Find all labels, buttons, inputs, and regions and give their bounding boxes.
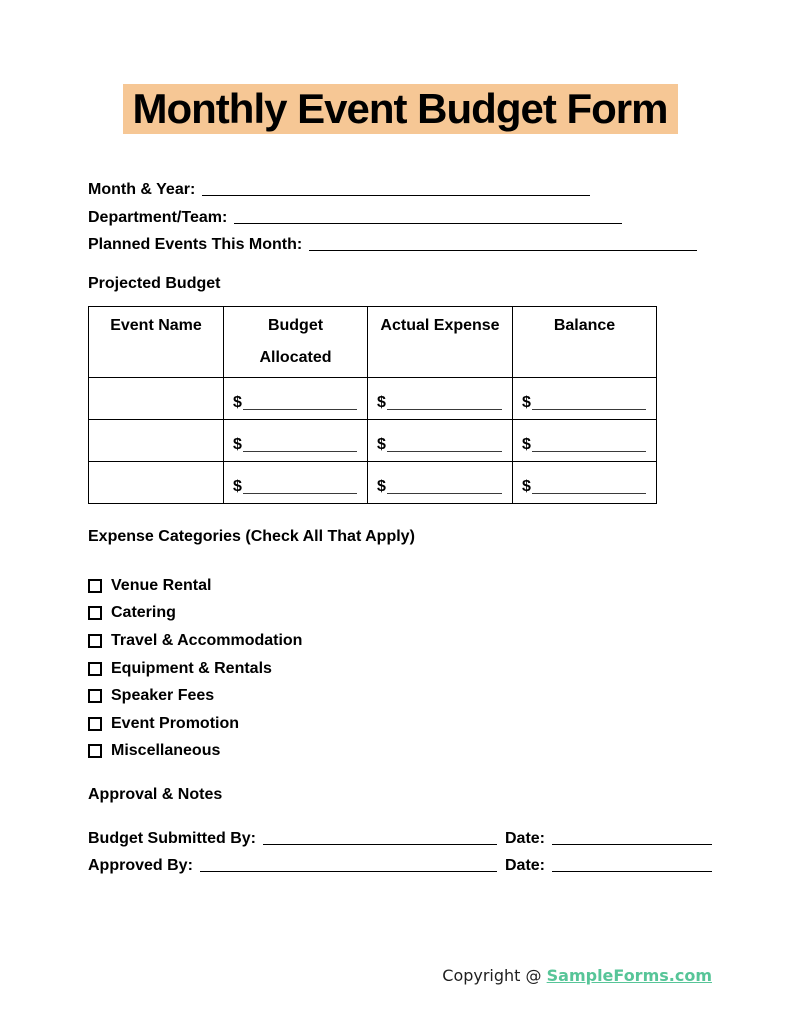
event-name-cell[interactable] [89, 462, 224, 504]
actual-expense-cell[interactable] [368, 420, 513, 462]
check-item-venue-rental [88, 572, 712, 600]
column-header-event-name: Event Name [89, 307, 224, 378]
sampleforms-link[interactable]: SampleForms.com [546, 966, 712, 985]
currency-symbol: $ [522, 436, 531, 454]
checkbox-venue-rental[interactable] [88, 579, 102, 593]
budget-input-line[interactable] [243, 408, 357, 410]
approval-rows [88, 820, 712, 875]
balance-cell[interactable] [513, 420, 657, 462]
planned-events-input-line[interactable] [309, 249, 697, 251]
actual-expense-cell[interactable] [368, 378, 513, 420]
field-row-planned-events [88, 227, 712, 255]
currency-symbol: $ [377, 478, 386, 496]
event-name-cell[interactable] [89, 420, 224, 462]
balance-input-line[interactable] [532, 492, 646, 494]
check-label: Catering [111, 604, 176, 622]
expense-categories-list [88, 572, 712, 765]
currency-symbol: $ [233, 436, 242, 454]
checkbox-event-promotion[interactable] [88, 717, 102, 731]
check-label: Travel & Accommodation [111, 632, 303, 650]
budget-input-line[interactable] [243, 492, 357, 494]
header-fields [88, 172, 712, 255]
currency-symbol: $ [377, 436, 386, 454]
checkbox-speaker-fees[interactable] [88, 689, 102, 703]
submitted-by-label: Budget Submitted By: [88, 829, 256, 847]
approval-row-approved-by [88, 848, 712, 876]
check-label: Speaker Fees [111, 687, 215, 705]
check-label: Miscellaneous [111, 742, 221, 760]
check-item-speaker-fees [88, 682, 712, 710]
currency-symbol: $ [233, 394, 242, 412]
table-header-row [89, 307, 657, 378]
balance-cell[interactable] [513, 462, 657, 504]
column-header-budget-allocated: Budget Allocated [224, 307, 368, 378]
actual-expense-cell[interactable] [368, 462, 513, 504]
copyright-text: Copyright @ [442, 966, 547, 985]
approval-notes-heading: Approval & Notes [88, 786, 223, 804]
approved-date-input-line[interactable] [552, 870, 712, 872]
month-year-input-line[interactable] [202, 194, 590, 196]
actual-input-line[interactable] [387, 492, 502, 494]
approved-by-label: Approved By: [88, 857, 193, 875]
field-row-month-year [88, 172, 712, 200]
check-label: Event Promotion [111, 714, 240, 732]
approval-row-submitted-by [88, 820, 712, 848]
checkbox-travel-accommodation[interactable] [88, 634, 102, 648]
table-row [89, 462, 657, 504]
budget-input-line[interactable] [243, 450, 357, 452]
date-label: Date: [504, 857, 545, 875]
currency-symbol: $ [377, 394, 386, 412]
approved-by-input-line[interactable] [200, 870, 497, 872]
submitted-by-input-line[interactable] [263, 843, 497, 845]
balance-input-line[interactable] [532, 450, 646, 452]
actual-input-line[interactable] [387, 408, 502, 410]
table-row [89, 420, 657, 462]
expense-categories-heading: Expense Categories (Check All That Apply) [88, 528, 415, 546]
department-label: Department/Team: [88, 208, 228, 226]
actual-input-line[interactable] [387, 450, 502, 452]
planned-events-label: Planned Events This Month: [88, 236, 303, 254]
table-row [89, 378, 657, 420]
checkbox-catering[interactable] [88, 606, 102, 620]
check-item-catering [88, 600, 712, 628]
month-year-label: Month & Year: [88, 181, 196, 199]
checkbox-miscellaneous[interactable] [88, 744, 102, 758]
check-item-miscellaneous [88, 738, 712, 766]
department-input-line[interactable] [234, 222, 622, 224]
checkbox-equipment-rentals[interactable] [88, 662, 102, 676]
budget-allocated-cell[interactable] [224, 420, 368, 462]
check-label: Venue Rental [111, 576, 212, 594]
footer [442, 966, 712, 985]
check-item-equipment-rentals [88, 655, 712, 683]
projected-budget-heading: Projected Budget [88, 275, 221, 293]
column-header-balance: Balance [513, 307, 657, 378]
budget-allocated-cell[interactable] [224, 462, 368, 504]
balance-input-line[interactable] [532, 408, 646, 410]
submitted-date-input-line[interactable] [552, 843, 712, 845]
event-name-cell[interactable] [89, 378, 224, 420]
column-header-actual-expense: Actual Expense [368, 307, 513, 378]
currency-symbol: $ [233, 478, 242, 496]
check-item-travel-accommodation [88, 627, 712, 655]
check-label: Equipment & Rentals [111, 659, 272, 677]
title-wrap [88, 0, 712, 134]
balance-cell[interactable] [513, 378, 657, 420]
field-row-department [88, 199, 712, 227]
date-label: Date: [504, 829, 545, 847]
currency-symbol: $ [522, 478, 531, 496]
budget-allocated-cell[interactable] [224, 378, 368, 420]
page-title: Monthly Event Budget Form [123, 84, 678, 134]
projected-budget-table [88, 306, 657, 504]
check-item-event-promotion [88, 710, 712, 738]
currency-symbol: $ [522, 394, 531, 412]
